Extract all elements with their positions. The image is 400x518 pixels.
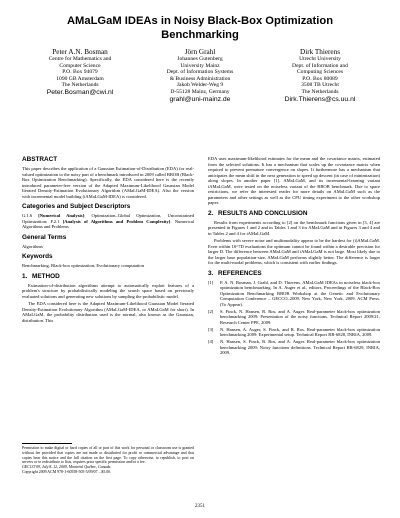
results-paragraph: Results from experiments according to [2] on the benchmark functions given in [3, 4] are presented in Figures 1 and 2 and in Tables 1 and 3 for AMaLGaM and in Figures 3 and 4 and in Tables 2 and 4 for iAMaLGaM. [208,219,380,236]
reference-text: N. Hansen, A. Auger, S. Finck, and R. Ros. Real-parameter black-box optimization benchmarking 2009: Experimental setup. Technical Report RR-6828, INRIA, 2009. [220,326,380,337]
author-affiliation-line: P.O. Box 80089 [302,75,338,82]
author-affiliation-line: & Business Administration [169,75,231,82]
categories-text-part: : Optimization–Global Optimization, Unconstrained Optimization; F.2.1 [22,213,194,224]
method-paragraph: The EDA considered here is the Adapted Maximum-Likelihood Gaussian Model Iterated Density-Estimation Evolutionary Algorithm (AMaLGaM-IDEA, or AMaLGaM for short). In AMaLGaM, the probability distribution used is the normal, also known as the Gaussian, distribution. This [22,301,194,323]
author-affiliation-line: 1090 GB Amsterdam [56,75,104,82]
method-paragraph: Estimation-of-distribution algorithms attempt to automatically exploit features of a problem's structure by probabilistically modeling the search space based on previously evaluated solutions and generating new solutions by sampling the probabilistic model. [22,282,194,299]
categories-bold-part: [Numerical Analysis] [38,213,85,218]
section-number: 1. [22,272,28,280]
categories-text-part: G.1.6 [22,213,39,218]
general-terms-heading: General Terms [22,233,67,241]
author-name: Jörn Grahl [184,48,216,56]
title-line-1: AMaLGaM IDEAs in Noisy Black-Box Optimization [66,15,334,27]
author-affiliation-line: Johannes Gutenberg [177,56,223,62]
section-title: METHOD [32,272,60,280]
reference-item [208,339,380,356]
reference-number: [2] [208,308,214,314]
footnote-conference: GECCO'09, July 8–12, 2009, Montréal Québec, Canada. [22,465,112,470]
references-heading [208,270,380,278]
author-block-3 [260,48,380,103]
reference-text: S. Finck, N. Hansen, R. Ros, and A. Auger. Real-parameter black-box optimization benchmarking 2009: Presentation of the noisy functions. Technical Report 2009/21, Research Center PPE, 2009. [220,308,380,325]
right-column [208,156,380,357]
author-name: Dirk Thierens [300,48,340,56]
section-number: 2. [208,209,214,217]
author-affiliation-line: The Netherlands [61,82,99,89]
results-paragraph: Problems with severe noise and multimodality appear to be the hardest for (i)AMaLGaM. Even within 10^7D evaluations the optimum cannot be found within a desirable precision for larger D. The difference between AMaLGaM and iAMaLGaM is not large. Most likely due to the larger base population-size, AMaLGaM performs slightly better. The difference is larger for the multi-modal problems, which is consistent with earlier findings. [208,238,380,265]
author-affiliation-line: Centre for Mathematics and [48,56,112,62]
author-block-2 [140,48,260,103]
reference-item [208,280,380,308]
author-name: Peter A.N. Bosman [52,48,108,56]
author-affiliation-line: P.O. Box 94079 [62,69,98,76]
method-heading [22,273,194,281]
paper-title [20,14,380,42]
author-email[interactable]: Dirk.Thierens@cs.uu.nl [284,95,356,103]
author-email[interactable]: Peter.Bosman@cwi.nl [46,88,114,96]
reference-number: [4] [208,339,214,344]
page-number: 2351 [195,504,205,509]
author-affiliation-line: Dept. of Information and [292,62,348,69]
footnote-permission: Permission to make digital or hard copies of all or part of this work for personal or classroom use is granted without fee provided that copies are not made or distributed for profit or commercial advantage and that copies bear this notice and the full citation on the first page. To copy otherwise, to republish, to post on servers or to redistribute to lists, requires prior specific permission and/or a fee. [22,446,194,465]
author-affiliation-line: Jakob Welder-Weg 9 [176,82,224,89]
author-affiliation-line: University Mainz [180,62,220,69]
copyright-footnote [22,443,194,475]
author-affiliation-line: Dept. of Information Systems [166,69,234,76]
author-affiliation-line: Utrecht University [299,56,341,62]
reference-list [208,280,380,356]
author-affiliation-line: D-55128 Mainz, Germany [170,88,230,95]
reference-item [208,309,380,326]
section-title: REFERENCES [218,269,262,277]
author-affiliation-line: The Netherlands [301,88,339,95]
reference-number: [3] [208,326,214,332]
general-terms-text: Algorithms [22,243,43,249]
footnote-copyright: Copyright 2009 ACM 978-1-60558-505-5/09/07 ...$5.00. [22,469,112,474]
reference-text: N. Hansen, S. Finck, R. Ros, and A. Auger. Real-parameter black-box optimization benchmarking 2009: Noisy functions definitions. Technical Report RR-6829, INRIA, 2009. [220,339,380,355]
author-affiliation-line: Computer Science [59,62,101,69]
abstract-text: This paper describes the application of a Gaussian Estimation-of-Distribution (EDA) for real-valued optimization to the noisy part of a benchmark introduced in 2009 called BBOB (Black-Box Optimization Benchmarking). Specifically, the EDA considered here is the recently introduced parameter-free version of the Adapted Maximum-Likelihood Gaussian Model Iterated Density-Estimation Evolutionary Algorithm (AMaLGaM-IDEA). Also the version with incremental model building (iAMaLGaM-IDEA) is considered. [22,166,194,199]
section-number: 3. [208,269,214,277]
footnote-rule [22,443,72,444]
section-title: RESULTS AND CONCLUSION [218,209,308,217]
abstract-heading: ABSTRACT [22,156,58,163]
reference-text: P. A. N. Bosman, J. Grahl, and D. Thierens. AMaLGaM IDEAs in noiseless black-box optimization benchmarking. In A. Auger et al., editors, Proceedings of the Black-Box Optimization Benchmarking BBOB Workshop at the Genetic and Evolutionary Computation Conference – GECCO–2009, New York, New York, 2009. ACM Press. (To Appear). [220,279,380,307]
method-continuation: EDA uses maximum-likelihood estimates for the mean and the covariance matrix, estimated from the selected solutions. It has a mechanism that scales up the covariance matrix when required to prevent premature convergence on slopes. It furthermore has a mechanism that anticipates the mean shift in the next generation to speed up descent (in case of minimization) along slopes. In another paper [1], AMaLGaM, and its incremental-learning variant iAMaLGaM, were tested on the noiseless variant of the BBOB benchmark. Due to space restrictions, we refer the interested reader for more details on AMaLGaM such as the parameters and other settings as well as the CPU timing experiment to the other workshop paper. [208,156,380,205]
author-affiliation-line: 3508 TB Utrecht [301,82,339,89]
keywords-text: Benchmarking, Black-box optimization, Evolutionary computation [22,263,144,268]
reference-number: [1] [208,279,214,285]
categories-text [22,213,194,230]
keywords-heading: Keywords [22,253,53,260]
author-affiliation-line: Computing Sciences [296,69,344,76]
reference-item [208,327,380,338]
author-block-1 [20,48,140,96]
results-heading [208,210,380,218]
categories-text-part: : Numerical Algorithms and Problems [22,218,195,229]
categories-heading: Categories and Subject Descriptors [22,203,131,210]
left-column [22,156,194,325]
author-email[interactable]: grahl@uni-mainz.de [169,95,231,103]
title-line-2: Benchmarking [161,29,239,41]
categories-bold-part: [Analysis of Algorithms and Problem Complexity] [62,218,171,224]
